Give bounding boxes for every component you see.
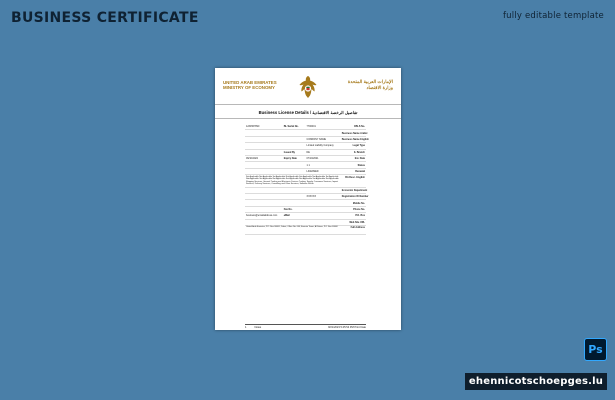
- table-row: [245, 175, 366, 188]
- row-left-label: Expiry Date: [283, 157, 297, 161]
- table-row: [245, 226, 366, 235]
- row-right-label: Est. Date: [354, 157, 365, 161]
- row-left-label: Issued By: [283, 150, 296, 154]
- header-ar-line1: الإمارات العربية المتحدة: [347, 79, 393, 84]
- row-right-label: Mobile No.: [352, 201, 365, 205]
- page-title: BUSINESS CERTIFICATE: [11, 10, 199, 26]
- row-right-label: Business Name English: [341, 137, 369, 141]
- row-right-label: Renewal: [355, 169, 365, 173]
- row-left-label: BL Serial No.: [283, 125, 299, 129]
- row-left-label: Fax No.: [283, 207, 293, 211]
- row-right-label: Phone No.: [353, 207, 365, 211]
- footer-print-date: 8/21/2023 5:45:54 PM Print Date: [328, 325, 366, 329]
- row-right-label: Full Address: [350, 226, 365, 230]
- header-ar-line2: وزارة الاقتصاد: [366, 84, 393, 90]
- header-en-line2: MINISTRY OF ECONOMY: [223, 85, 275, 91]
- row-left-value: 1234567890: [246, 125, 260, 129]
- certificate-header: [215, 68, 401, 102]
- row-wide-value: United Arab Emirates, P.O. Box 00000, Dubai, Office No. 000, Emirate Tower, Al Satwa, P.O. Box 00000: [246, 226, 338, 229]
- photoshop-icon: Ps: [584, 338, 607, 361]
- row-right-value: DE: [306, 150, 310, 154]
- falcon-emblem-icon: [296, 74, 320, 100]
- brand-watermark: ehennicotschoepges.lu: [465, 373, 607, 390]
- row-right-label: Web Site URL: [349, 220, 365, 224]
- header-divider: [215, 104, 401, 105]
- footer-page-number: 1: [245, 325, 247, 329]
- header-english: [223, 80, 277, 91]
- row-right-label: P.O. Box: [355, 214, 365, 218]
- header-en-line1: UNITED ARAB EMIRATES: [223, 80, 277, 85]
- certificate-document: [215, 68, 401, 330]
- row-left-value: 09/10/2022: [246, 157, 258, 161]
- certificate-footer: [245, 324, 366, 329]
- row-right-label: Status: [357, 163, 365, 167]
- details-table: [245, 124, 369, 235]
- row-right-value: 07/10/2021: [306, 157, 319, 161]
- row-right-value: LICENSED: [306, 169, 319, 173]
- header-arabic: [348, 79, 393, 90]
- row-right-label: Economic Department: [341, 188, 368, 192]
- row-right-value: 7700001: [306, 125, 316, 129]
- row-right-value: Limited Liability Company: [306, 144, 334, 148]
- row-right-label: Business Name Arabic: [341, 131, 368, 135]
- row-right-value: XXXXXX: [306, 195, 317, 199]
- footer-notes: Notes: [254, 325, 262, 329]
- row-wide-value: Set Applicable Not Applicable Set Applicable Not Applicable Set Applicable Not Applicable Set Applicable Not Applicable Set Applicable Not Applicable Set Applicable Not Applicable Set Applicable Not Applicable. Shipping Services, General Trading and Electronic Devices Trading, Supply, Consumer Services, Import Services, Delivery Services, Consulting and Other Services, Software Sector: [246, 175, 340, 186]
- row-right-label: CBLS No.: [353, 125, 365, 129]
- row-left-value: business@emailaddress.com: [246, 214, 278, 218]
- row-right-value: 1 1: [306, 163, 310, 167]
- row-right-value: COMPANY NAME: [306, 137, 326, 141]
- section-divider: [215, 118, 401, 119]
- row-right-label: Legal Type: [352, 144, 365, 148]
- tagline: fully editable template: [502, 11, 604, 21]
- row-left-label: eMail: [283, 214, 290, 218]
- row-right-label: Registration ID Number: [341, 195, 369, 199]
- row-right-label: IL Branch: [353, 150, 365, 154]
- row-right-label: BA Desc. English: [345, 175, 365, 179]
- section-title: Business License Details / تفاصيل الرخصة الاقتصادية: [258, 110, 358, 115]
